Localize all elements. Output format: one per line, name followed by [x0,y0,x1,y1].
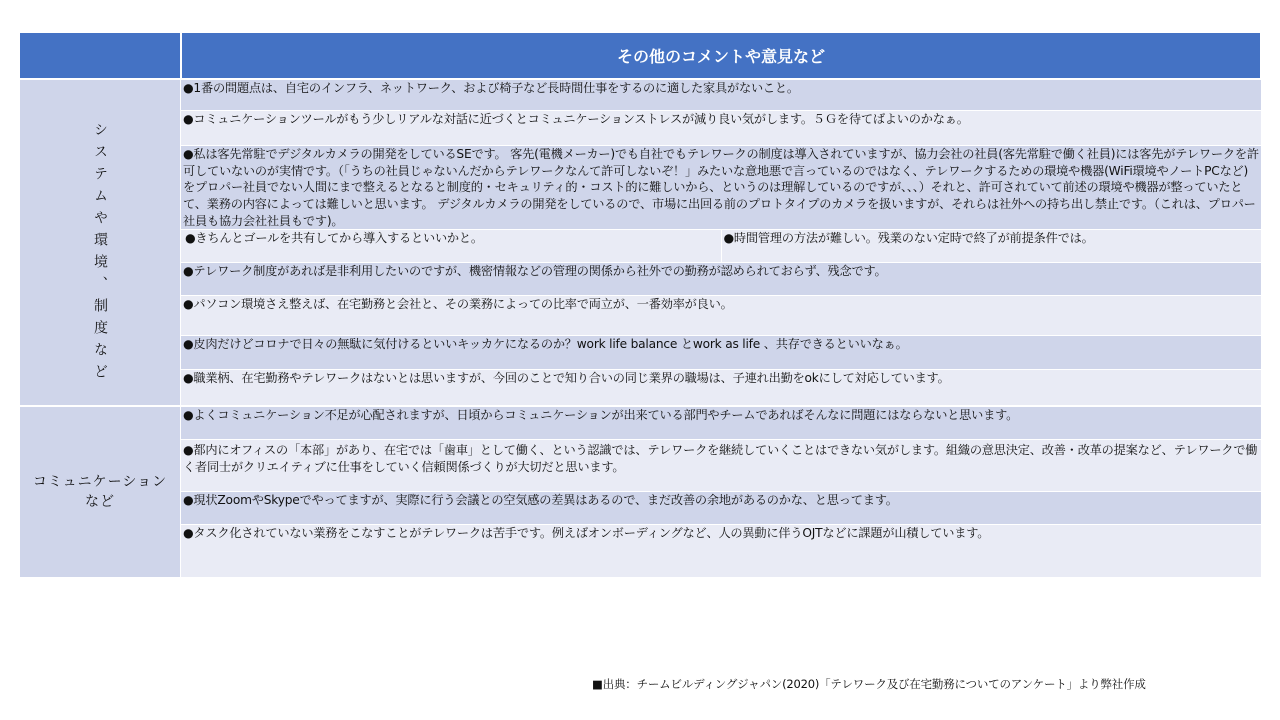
comment-row: ●都内にオフィスの「本部」があり、在宅では「歯車」として働く、という認識では、テレワークを継続していくことはできない気がします。組織の意思決定、改善・改革の提案など、テレワークで働く者同士がクリエイティブに仕事をしていく信頼関係づくりが大切だと思います。 [181,440,1261,492]
comment-cell: ●時間管理の方法が難しい。残業のない定時で終了が前提条件では。 [723,230,1094,245]
comment-row: ●テレワーク制度があれば是非利用したいのですが、機密情報などの管理の関係から社外での勤務が認められておらず、残念です。 [181,263,1261,296]
comment-row: ●私は客先常駐でデジタルカメラの開発をしているSEです。 客先(電機メーカー)でも自社でもテレワークの制度は導入されていますが、協力会社の社員(客先常駐で働く社員)には客先がテレワークを許可していないのが実情です。（「うちの社員じゃないんだからテレワークなんて許可しないぞ！」みたいな意地悪で言っているのではなく、テレワークするための環境や機器(WiFi環境やノートPCなど)をプロパー社員でない人間にまで整えるとなると制度的・セキュリティ的・コスト的に難しいから、というのは理解しているのですが、、、）それと、許可されていて前述の環境や機器が整っていたとて、業務の内容によっては難しいと思います。 デジタルカメラの開発をしているので、市場に出回る前のプロトタイプのカメラを扱いますが、それらは社外への持ち出し禁止です。（これは、プロパー社員も協力会社社員もです)。 [181,146,1261,230]
category-system-label: システムや環境、制度など [92,122,108,386]
comment-cell: ●きちんとゴールを共有してから導入するといいかと。 [183,230,722,263]
comment-row: ●現状ZoomやSkypeでやってますが、実際に行う会議との空気感の差異はあるので、まだ改善の余地があるのかな、と思ってます。 [181,492,1261,526]
category-communication-label: コミュニケーション [32,474,168,490]
comment-row-split [181,230,1261,264]
comment-row: ●パソコン環境さえ整えば、在宅勤務と会社と、その業務によっての比率で両立が、一番効率が良い。 [181,296,1261,336]
table-title: その他のコメントや意見など [181,32,1261,79]
system-comments [181,79,1261,406]
header-corner-cell [19,32,181,79]
comment-row: ●1番の問題点は、自宅のインフラ、ネットワーク、および椅子など長時間仕事をするのに適した家具がないこと。 [181,80,1261,111]
category-communication-cell [19,406,181,578]
category-system-cell [19,79,181,406]
comment-row: ●職業柄、在宅勤務やテレワークはないとは思いますが、今回のことで知り合いの同じ業界の職場は、子連れ出勤をokにして対応しています。 [181,370,1261,406]
source-note: ■出典：チームビルディングジャパン(2020)「テレワーク及び在宅勤務についてのアンケート」より弊社作成 [592,677,1146,691]
comment-row: ●皮肉だけどコロナで日々の無駄に気付けるといいキッカケになるのか？work life balance とwork as life 、共存できるといいなぁ。 [181,336,1261,370]
comment-row: ●コミュニケーションツールがもう少しリアルな対話に近づくとコミュニケーションストレスが減り良い気がします。５Ｇを待てばよいのかなぁ。 [181,111,1261,146]
comments-table [19,32,1261,578]
comment-row: ●タスク化されていない業務をこなすことがテレワークは苦手です。例えばオンボーディングなど、人の異動に伴うOJTなどに課題が山積しています。 [181,525,1261,578]
comment-row: ●よくコミュニケーション不足が心配されますが、日頃からコミュニケーションが出来ている部門やチームであればそんなに問題にはならないと思います。 [181,407,1261,440]
category-communication-sublabel: など [85,494,115,510]
communication-comments [181,406,1261,578]
